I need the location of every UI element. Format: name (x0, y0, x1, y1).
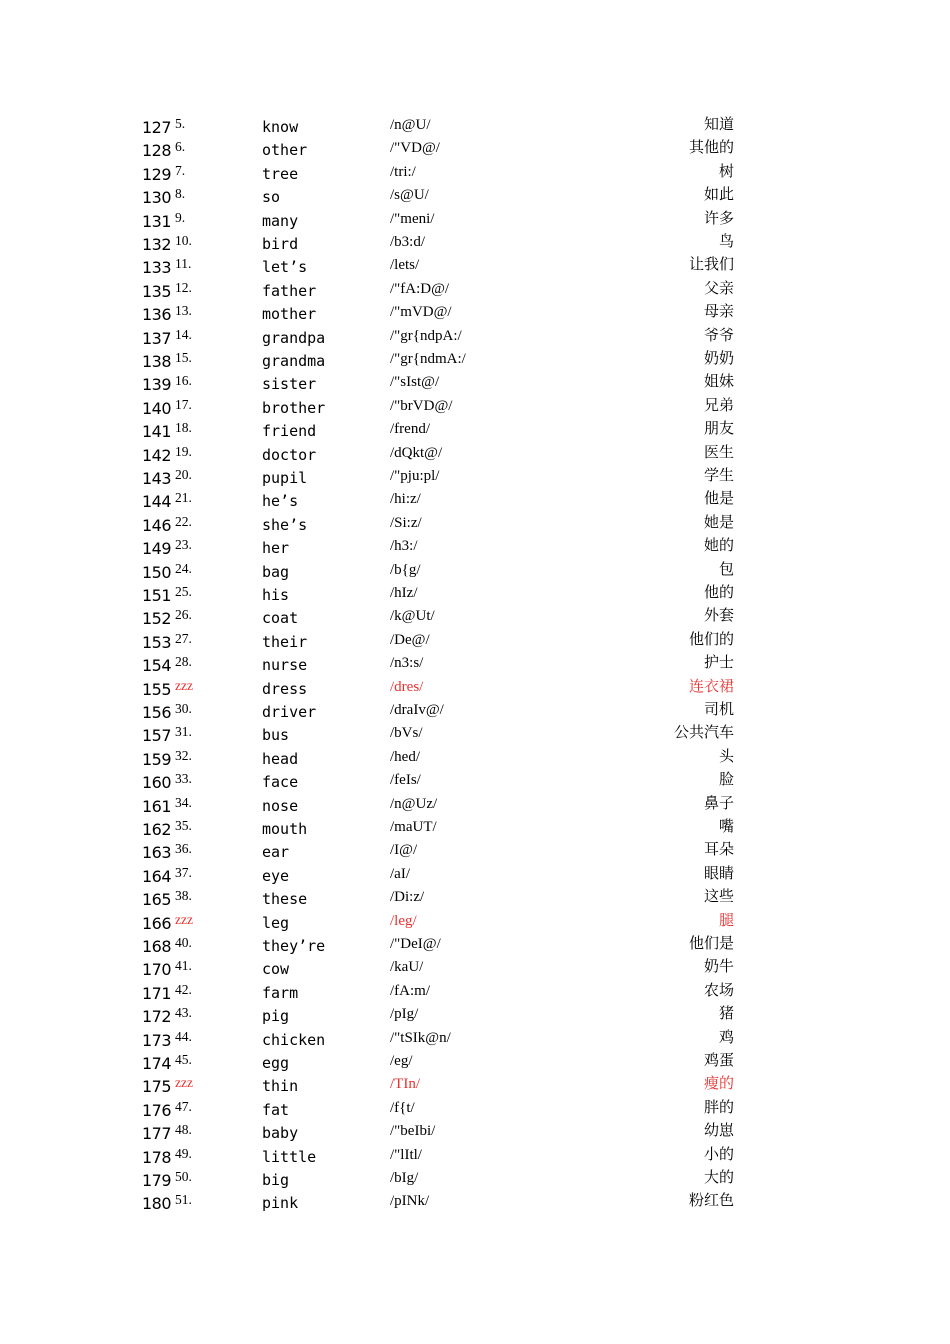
item-index: 6. (175, 139, 186, 155)
english-word: brother (262, 398, 326, 417)
item-index: 41. (175, 958, 192, 974)
english-word: friend (262, 422, 317, 441)
phonetic-transcription: /hIz/ (390, 585, 418, 601)
row-number: 140 (142, 398, 172, 418)
item-index: 17. (175, 396, 192, 412)
english-word: mother (262, 305, 317, 324)
english-word: doctor (262, 445, 317, 464)
phonetic-transcription: /frend/ (390, 421, 430, 438)
english-word: egg (262, 1054, 290, 1072)
english-word: know (262, 118, 299, 136)
item-index: 33. (175, 771, 192, 787)
item-index: 20. (175, 467, 192, 482)
row-number: 165 (142, 890, 172, 910)
phonetic-transcription: /leg/ (390, 912, 417, 929)
english-word: their (262, 632, 308, 651)
phonetic-transcription: /feIs/ (390, 772, 421, 789)
chinese-meaning: 朋友 (703, 419, 734, 438)
item-index: 37. (175, 864, 192, 880)
chinese-meaning: 粉红色 (688, 1191, 734, 1210)
chinese-meaning: 鼻子 (703, 793, 734, 812)
vocab-row (0, 187, 950, 210)
chinese-meaning: 他们的 (688, 629, 734, 648)
row-number: 157 (142, 726, 172, 746)
english-word: cow (262, 960, 290, 979)
vocab-row (0, 819, 950, 842)
item-index: 28. (175, 654, 192, 670)
vocab-row (0, 629, 950, 655)
english-word: farm (262, 983, 299, 1002)
english-word: father (262, 281, 317, 300)
phonetic-transcription: /"fA:D@/ (390, 280, 450, 297)
chinese-meaning: 鸡 (718, 1027, 734, 1046)
row-number: 150 (142, 562, 172, 582)
row-number: 130 (142, 188, 172, 208)
chinese-meaning: 农场 (703, 980, 734, 999)
phonetic-transcription: /"DeI@/ (390, 936, 441, 952)
vocab-row (0, 278, 950, 304)
phonetic-transcription: /TIn/ (390, 1076, 420, 1093)
chinese-meaning: 如此 (703, 185, 734, 204)
vocab-row (0, 421, 950, 444)
chinese-meaning: 奶牛 (703, 957, 734, 976)
item-index: 12. (175, 279, 192, 295)
item-index: 9. (175, 209, 186, 225)
chinese-meaning: 其他的 (688, 138, 734, 157)
chinese-meaning: 小的 (703, 1144, 734, 1163)
row-number: 168 (142, 937, 172, 956)
english-word: driver (262, 703, 317, 721)
chinese-meaning: 包 (718, 559, 734, 578)
chinese-meaning: 眼睛 (703, 863, 734, 882)
row-number: 136 (142, 305, 172, 325)
chinese-meaning: 姐妹 (703, 372, 734, 391)
phonetic-transcription: /"lItl/ (390, 1146, 422, 1163)
vocab-row (0, 655, 950, 678)
phonetic-transcription: /hed/ (390, 748, 420, 765)
english-word: they’re (262, 937, 326, 955)
phonetic-transcription: /"gr{ndpA:/ (390, 327, 462, 344)
vocab-row (0, 608, 950, 631)
item-index: zzz (175, 677, 193, 693)
row-number: 163 (142, 843, 172, 863)
item-index: 11. (175, 256, 192, 272)
vocab-row (0, 863, 950, 889)
english-word: sister (262, 375, 317, 394)
english-word: pig (262, 1007, 290, 1026)
row-number: 151 (142, 586, 172, 605)
english-word: coat (262, 609, 299, 628)
vocab-row (0, 746, 950, 772)
phonetic-transcription: /hi:z/ (390, 491, 421, 508)
phonetic-transcription: /"pju:pl/ (390, 468, 440, 484)
row-number: 175 (142, 1077, 172, 1097)
row-number: 170 (142, 960, 172, 980)
english-word: these (262, 890, 308, 909)
item-index: 10. (175, 233, 192, 248)
chinese-meaning: 树 (718, 161, 734, 180)
english-word: chicken (262, 1030, 326, 1049)
row-number: 159 (142, 749, 172, 769)
item-index: 23. (175, 537, 192, 553)
vocab-row (0, 936, 950, 959)
chinese-meaning: 外套 (703, 606, 734, 625)
english-word: baby (262, 1124, 299, 1143)
english-word: her (262, 539, 290, 558)
item-index: 45. (175, 1052, 192, 1067)
vocab-row (0, 559, 950, 585)
vocab-row (0, 208, 950, 234)
chinese-meaning: 奶奶 (703, 349, 734, 367)
english-word: eye (262, 866, 290, 885)
vocab-row (0, 351, 950, 374)
item-index: 7. (175, 162, 186, 178)
chinese-meaning: 腿 (718, 910, 734, 929)
chinese-meaning: 她是 (703, 512, 734, 531)
vocab-row (0, 910, 950, 936)
item-index: 44. (175, 1028, 192, 1044)
chinese-meaning: 脸 (718, 770, 734, 789)
phonetic-transcription: /dres/ (390, 678, 424, 695)
row-number: 139 (142, 375, 172, 395)
row-number: 171 (142, 983, 172, 1003)
vocab-row (0, 793, 950, 819)
row-number: 156 (142, 703, 172, 722)
english-word: big (262, 1171, 290, 1189)
english-word: grandma (262, 352, 326, 370)
english-word: many (262, 211, 299, 230)
row-number: 143 (142, 469, 172, 488)
phonetic-transcription: /"beIbi/ (390, 1123, 436, 1140)
vocab-row (0, 1076, 950, 1099)
english-word: tree (262, 164, 299, 183)
chinese-meaning: 学生 (703, 466, 734, 484)
phonetic-transcription: /draIv@/ (390, 702, 444, 718)
chinese-meaning: 鸟 (718, 232, 734, 250)
chinese-meaning: 医生 (703, 442, 734, 461)
phonetic-transcription: /De@/ (390, 631, 430, 648)
vocab-row (0, 257, 950, 280)
row-number: 173 (142, 1030, 172, 1050)
english-word: she’s (262, 515, 308, 534)
row-number: 128 (142, 141, 172, 161)
item-index: 14. (175, 326, 192, 342)
english-word: head (262, 749, 299, 768)
vocab-row (0, 889, 950, 912)
chinese-meaning: 大的 (703, 1168, 734, 1186)
item-index: zzz (175, 1075, 193, 1091)
row-number: 179 (142, 1171, 172, 1190)
row-number: 160 (142, 773, 172, 793)
item-index: 26. (175, 607, 192, 623)
english-word: pupil (262, 469, 308, 487)
phonetic-transcription: /f{t/ (390, 1099, 415, 1116)
chinese-meaning: 他的 (703, 583, 734, 601)
item-index: 38. (175, 888, 192, 904)
row-number: 176 (142, 1100, 172, 1120)
phonetic-transcription: /n@Uz/ (390, 795, 438, 812)
chinese-meaning: 让我们 (688, 255, 734, 274)
vocab-row (0, 772, 950, 795)
english-word: let’s (262, 258, 308, 277)
item-index: 51. (175, 1192, 192, 1208)
item-index: 25. (175, 584, 192, 599)
vocab-row (0, 374, 950, 397)
row-number: 129 (142, 164, 172, 184)
vocab-row (0, 585, 950, 608)
vocab-row (0, 234, 950, 257)
chinese-meaning: 瘦的 (703, 1074, 734, 1093)
phonetic-transcription: /"VD@/ (390, 140, 440, 157)
row-number: 177 (142, 1124, 172, 1144)
row-number: 166 (142, 913, 172, 933)
vocab-row (0, 1027, 950, 1053)
chinese-meaning: 这些 (703, 887, 734, 906)
row-number: 154 (142, 656, 172, 676)
english-word: dress (262, 679, 308, 698)
phonetic-transcription: /fA:m/ (390, 982, 430, 999)
item-index: 49. (175, 1145, 192, 1161)
row-number: 131 (142, 211, 172, 231)
row-number: 152 (142, 609, 172, 629)
phonetic-transcription: /h3:/ (390, 538, 418, 555)
item-index: 15. (175, 350, 192, 365)
phonetic-transcription: /bIg/ (390, 1170, 419, 1186)
vocab-row (0, 842, 950, 865)
vocab-row (0, 725, 950, 748)
vocab-row (0, 1144, 950, 1170)
english-word: fat (262, 1100, 290, 1119)
chinese-meaning: 她的 (703, 536, 734, 555)
phonetic-transcription: /maUT/ (390, 819, 437, 835)
row-number: 133 (142, 258, 172, 278)
row-number: 138 (142, 352, 172, 371)
vocab-row (0, 1006, 950, 1029)
vocab-row (0, 980, 950, 1006)
item-index: 34. (175, 794, 192, 810)
vocab-row (0, 959, 950, 982)
vocab-row (0, 538, 950, 561)
vocab-row (0, 304, 950, 327)
row-number: 132 (142, 235, 172, 254)
vocab-row (0, 676, 950, 702)
row-number: 149 (142, 539, 172, 559)
vocab-row (0, 468, 950, 491)
english-word: face (262, 773, 299, 792)
chinese-meaning: 嘴 (718, 817, 734, 835)
chinese-meaning: 兄弟 (703, 395, 734, 414)
phonetic-transcription: /Si:z/ (390, 514, 422, 531)
english-word: thin (262, 1077, 299, 1096)
chinese-meaning: 知道 (703, 115, 734, 133)
item-index: 5. (175, 116, 186, 131)
item-index: 18. (175, 420, 192, 436)
english-word: little (262, 1147, 317, 1166)
english-word: his (262, 586, 290, 604)
vocab-row (0, 140, 950, 163)
row-number: 178 (142, 1147, 172, 1167)
item-index: 16. (175, 373, 192, 389)
item-index: 21. (175, 490, 192, 506)
chinese-meaning: 他们是 (688, 934, 734, 952)
chinese-meaning: 护士 (703, 653, 734, 672)
phonetic-transcription: /Di:z/ (390, 889, 425, 906)
item-index: 40. (175, 935, 192, 950)
phonetic-transcription: /n@U/ (390, 117, 431, 133)
item-index: 30. (175, 701, 192, 716)
row-number: 127 (142, 118, 172, 137)
item-index: 47. (175, 1098, 192, 1114)
chinese-meaning: 母亲 (703, 302, 734, 321)
item-index: 8. (175, 186, 186, 202)
english-word: ear (262, 843, 290, 862)
phonetic-transcription: /pIg/ (390, 1006, 419, 1023)
row-number: 137 (142, 328, 172, 348)
chinese-meaning: 连衣裙 (688, 676, 734, 695)
chinese-meaning: 猪 (718, 1004, 734, 1023)
english-word: leg (262, 913, 290, 932)
vocab-row (0, 117, 950, 140)
phonetic-transcription: /lets/ (390, 257, 420, 274)
row-number: 142 (142, 445, 172, 465)
item-index: 35. (175, 818, 192, 833)
row-number: 172 (142, 1007, 172, 1027)
vocab-row (0, 1193, 950, 1216)
chinese-meaning: 鸡蛋 (703, 1051, 734, 1069)
item-index: 24. (175, 560, 192, 576)
english-word: he’s (262, 492, 299, 511)
vocab-row (0, 1053, 950, 1076)
row-number: 146 (142, 515, 172, 535)
item-index: 27. (175, 630, 192, 646)
chinese-meaning: 胖的 (703, 1097, 734, 1116)
vocab-row (0, 1170, 950, 1193)
phonetic-transcription: /b{g/ (390, 561, 421, 578)
english-word: grandpa (262, 328, 326, 347)
row-number: 155 (142, 679, 172, 699)
phonetic-transcription: /bVs/ (390, 725, 423, 742)
row-number: 153 (142, 632, 172, 652)
vocab-row (0, 512, 950, 538)
english-word: so (262, 188, 281, 207)
chinese-meaning: 头 (718, 746, 734, 765)
chinese-meaning: 许多 (703, 208, 734, 227)
row-number: 141 (142, 422, 172, 442)
phonetic-transcription: /"mVD@/ (390, 304, 452, 321)
chinese-meaning: 幼崽 (703, 1121, 734, 1140)
item-index: 13. (175, 303, 192, 319)
phonetic-transcription: /eg/ (390, 1053, 413, 1069)
phonetic-transcription: /"gr{ndmA:/ (390, 351, 466, 367)
english-word: mouth (262, 820, 308, 838)
phonetic-transcription: /pINk/ (390, 1193, 430, 1210)
row-number: 180 (142, 1194, 172, 1214)
item-index: 48. (175, 1122, 192, 1138)
phonetic-transcription: /b3:d/ (390, 234, 426, 250)
english-word: pink (262, 1194, 299, 1213)
chinese-meaning: 他是 (703, 489, 734, 508)
item-index: 22. (175, 513, 192, 529)
chinese-meaning: 父亲 (703, 278, 734, 297)
phonetic-transcription: /"sIst@/ (390, 374, 440, 391)
chinese-meaning: 公共汽车 (673, 723, 734, 742)
row-number: 135 (142, 281, 172, 301)
phonetic-transcription: /dQkt@/ (390, 444, 443, 461)
phonetic-transcription: /"brVD@/ (390, 397, 453, 414)
row-number: 162 (142, 820, 172, 839)
vocab-row (0, 442, 950, 468)
vocab-row (0, 1123, 950, 1146)
vocab-row (0, 1097, 950, 1123)
english-word: nurse (262, 656, 308, 675)
phonetic-transcription: /tri:/ (390, 163, 416, 180)
chinese-meaning: 司机 (703, 700, 734, 718)
row-number: 161 (142, 796, 172, 816)
vocab-row (0, 395, 950, 421)
vocab-row (0, 161, 950, 187)
phonetic-transcription: /I@/ (390, 842, 418, 859)
item-index: zzz (175, 911, 193, 927)
chinese-meaning: 爷爷 (703, 325, 734, 344)
english-word: other (262, 141, 308, 160)
phonetic-transcription: /k@Ut/ (390, 608, 435, 625)
vocab-row (0, 325, 950, 351)
english-word: bus (262, 726, 290, 745)
english-word: nose (262, 796, 299, 815)
item-index: 32. (175, 747, 192, 763)
phonetic-transcription: /"tSIk@n/ (390, 1029, 451, 1046)
item-index: 19. (175, 443, 192, 459)
item-index: 36. (175, 841, 192, 857)
vocab-row (0, 702, 950, 725)
vocab-row (0, 491, 950, 514)
phonetic-transcription: /aI/ (390, 865, 410, 882)
row-number: 164 (142, 866, 172, 886)
chinese-meaning: 耳朵 (703, 840, 734, 859)
phonetic-transcription: /"meni/ (390, 210, 435, 227)
english-word: bird (262, 235, 299, 253)
phonetic-transcription: /n3:s/ (390, 655, 424, 672)
item-index: 31. (175, 724, 192, 740)
item-index: 50. (175, 1169, 192, 1184)
phonetic-transcription: /kaU/ (390, 959, 424, 976)
row-number: 144 (142, 492, 172, 512)
english-word: bag (262, 562, 290, 581)
item-index: 43. (175, 1005, 192, 1021)
phonetic-transcription: /s@U/ (390, 187, 429, 204)
row-number: 174 (142, 1054, 172, 1073)
item-index: 42. (175, 981, 192, 997)
